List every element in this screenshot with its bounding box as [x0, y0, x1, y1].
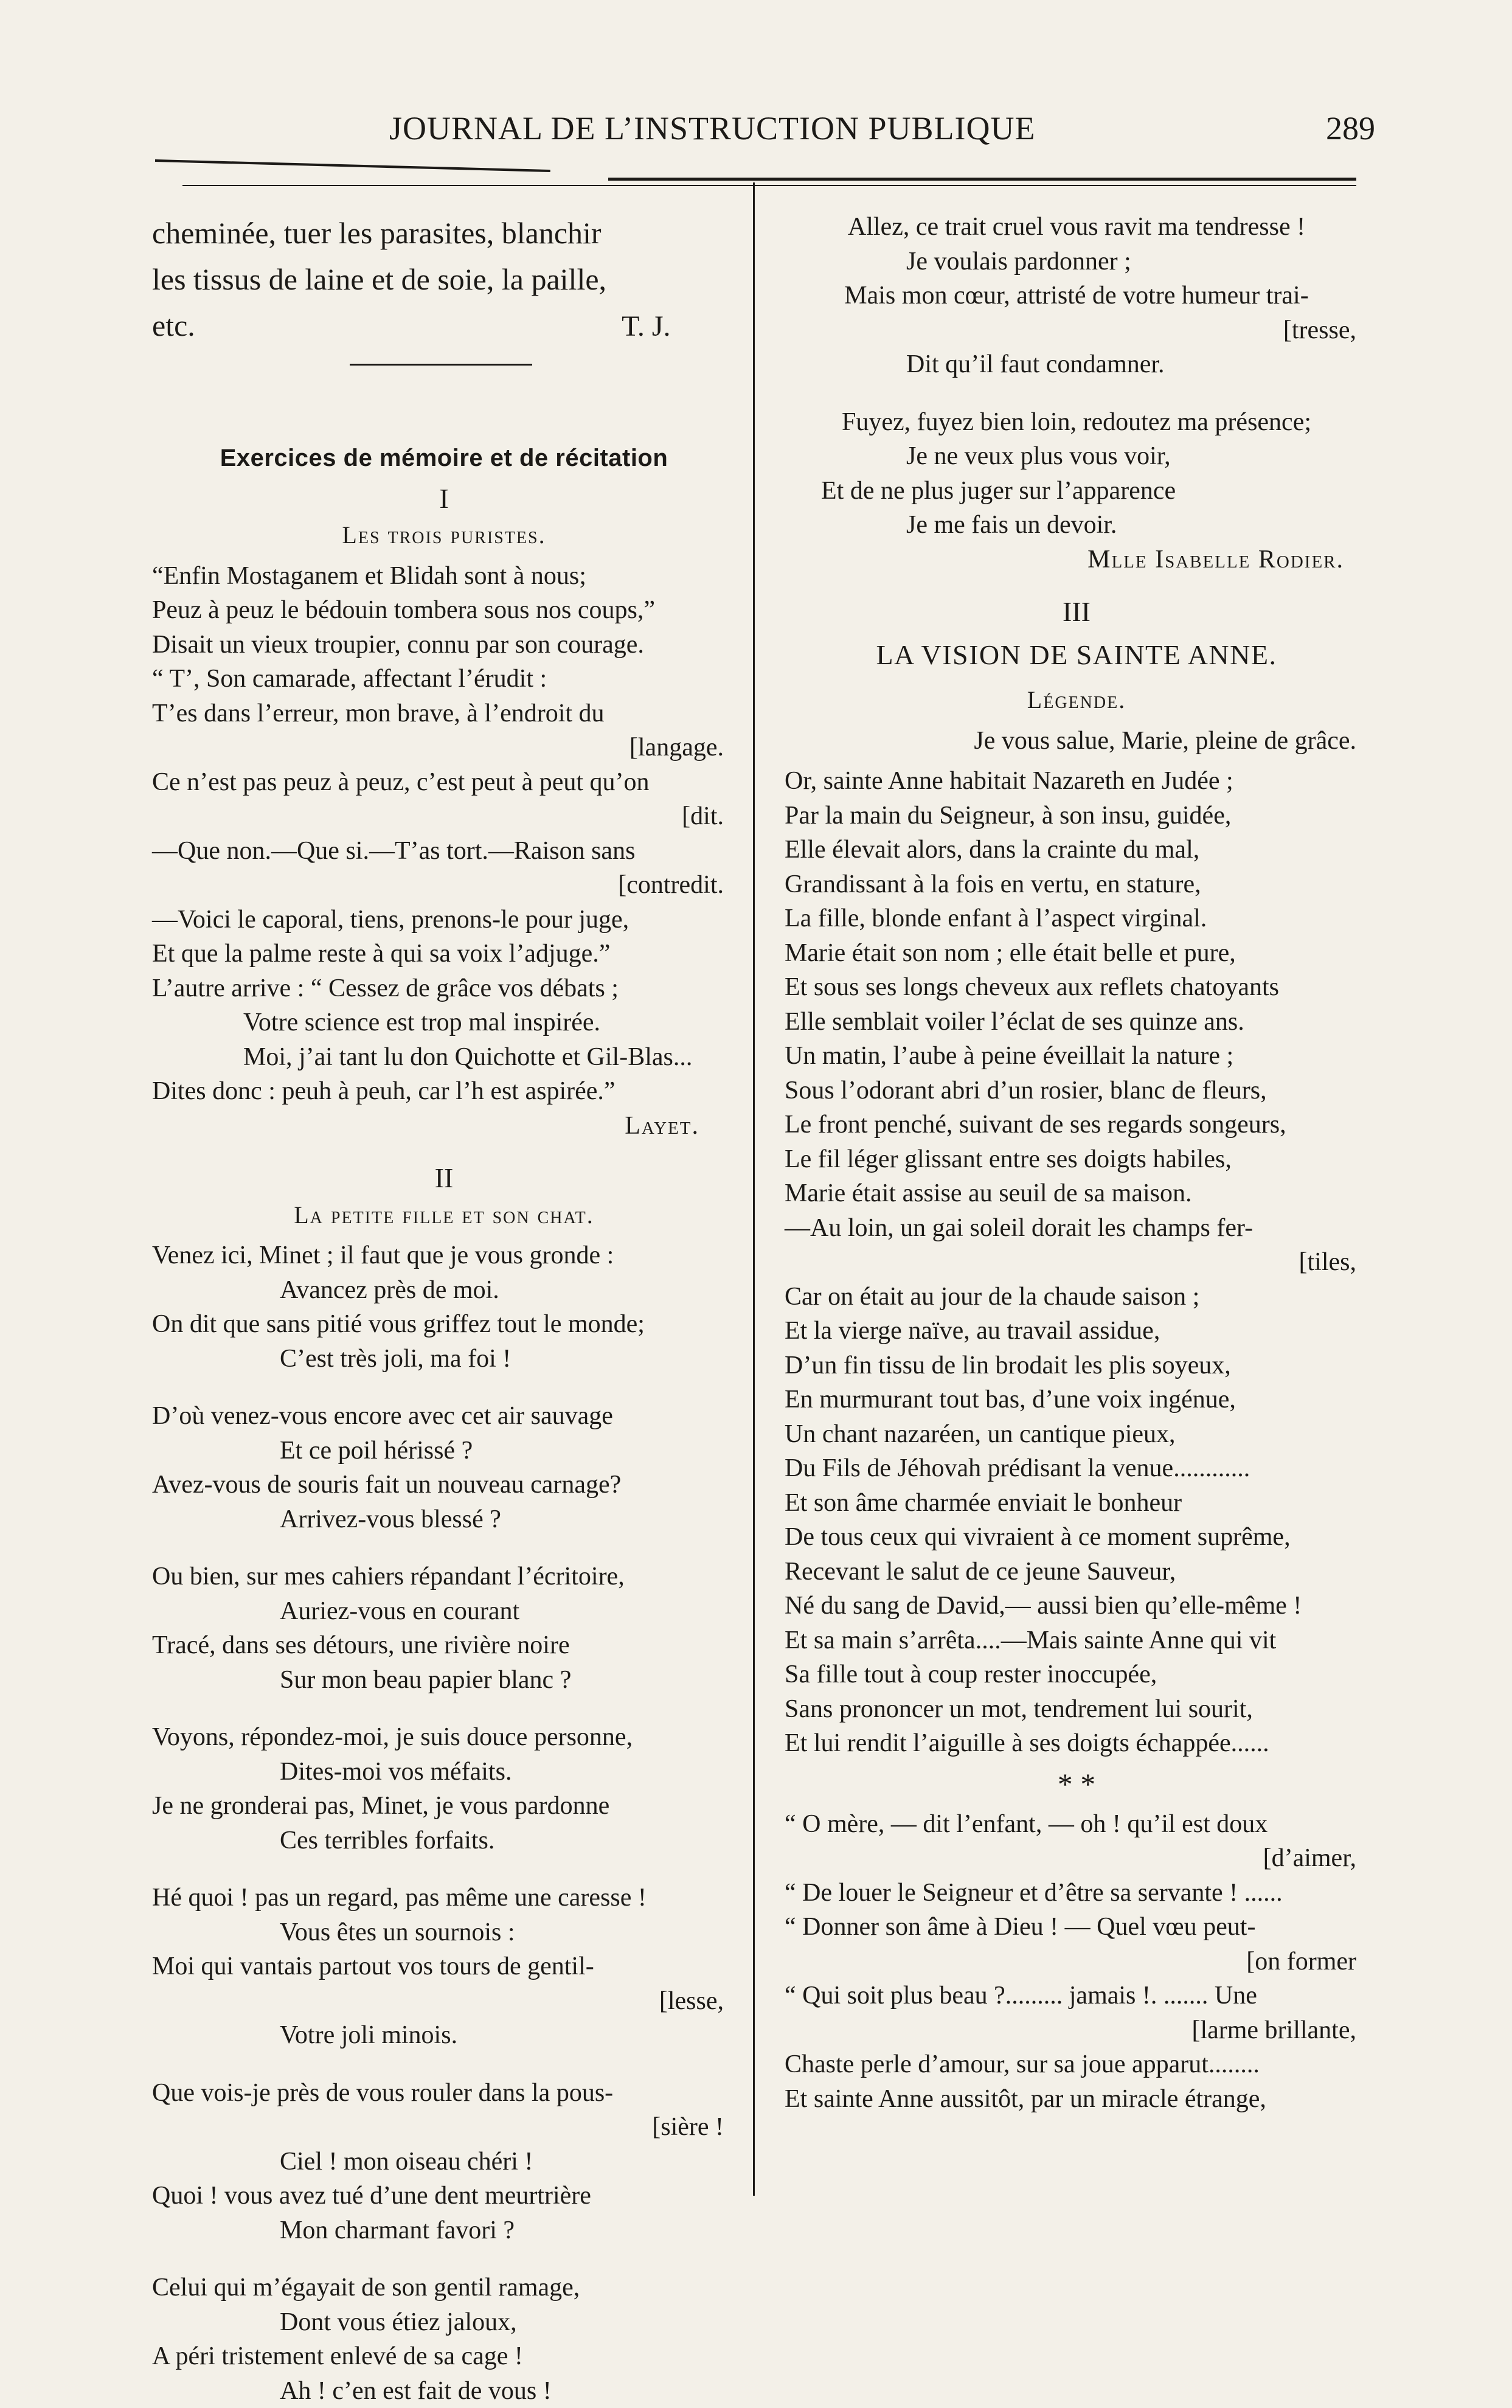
verse-line: Votre joli minois. — [152, 2018, 736, 2053]
verse-line: Avancez près de moi. — [152, 1273, 736, 1308]
verse-line: Sans prononcer un mot, tendrement lui sourit, — [785, 1692, 1368, 1727]
poem-1 — [152, 482, 736, 1143]
verse-line: Un matin, l’aube à peine éveillait la nature ; — [785, 1039, 1368, 1074]
verse-line: Ce n’est pas peuz à peuz, c’est peut à peut qu’on — [152, 765, 736, 800]
verse-line: [lesse, — [152, 1984, 736, 2019]
verse-line: On dit que sans pitié vous griffez tout le monde; — [152, 1307, 736, 1342]
verse-line: Sa fille tout à coup rester inoccupée, — [785, 1657, 1368, 1692]
verse-line: C’est très joli, ma foi ! — [152, 1342, 736, 1376]
verse-line: Recevant le salut de ce jeune Sauveur, — [785, 1555, 1368, 1589]
verse-line: Avez-vous de souris fait un nouveau carnage? — [152, 1468, 736, 1502]
verse-line: Dites-moi vos méfaits. — [152, 1755, 736, 1789]
poem-title: LA VISION DE SAINTE ANNE. — [785, 638, 1368, 673]
verse-line: Hé quoi ! pas un regard, pas même une caresse ! — [152, 1881, 736, 1915]
poem-number: III — [785, 595, 1368, 630]
verse-line: Et lui rendit l’aiguille à ses doigts échappée...... — [785, 1726, 1368, 1761]
page-number: 289 — [1326, 109, 1375, 147]
right-column — [785, 210, 1368, 2116]
verse-line: De tous ceux qui vivraient à ce moment suprême, — [785, 1520, 1368, 1555]
verse-line: Marie était assise au seuil de sa maison. — [785, 1176, 1368, 1211]
verse-line: Le front penché, suivant de ses regards songeurs, — [785, 1108, 1368, 1142]
text-line: etc. — [152, 302, 335, 349]
verse-line: D’un fin tissu de lin brodait les plis soyeux, — [785, 1348, 1368, 1383]
verse-line: Car on était au jour de la chaude saison ; — [785, 1280, 1368, 1314]
verse-line: Disait un vieux troupier, connu par son courage. — [152, 628, 736, 662]
verse-line: Dit qu’il faut condamner. — [785, 347, 1368, 382]
verse-line: Allez, ce trait cruel vous ravit ma tendresse ! — [785, 210, 1368, 245]
verse-line: Et la vierge naïve, au travail assidue, — [785, 1314, 1368, 1348]
section-separator — [350, 364, 532, 366]
verse-line: Ces terribles forfaits. — [152, 1823, 736, 1858]
section-asterism: * * — [785, 1766, 1368, 1802]
verse-line: L’autre arrive : “ Cessez de grâce vos débats ; — [152, 971, 736, 1006]
verse-line: Vous êtes un sournois : — [152, 1915, 736, 1950]
verse-line: Auriez-vous en courant — [152, 1594, 736, 1629]
poem-number: II — [152, 1161, 736, 1196]
verse-line: [dit. — [152, 799, 736, 834]
verse-line: Quoi ! vous avez tué d’une dent meurtrière — [152, 2179, 736, 2213]
poem-2-continued — [785, 210, 1368, 577]
verse-line: “ O mère, — dit l’enfant, — oh ! qu’il est doux — [785, 1807, 1368, 1842]
verse-line: D’où venez-vous encore avec cet air sauvage — [152, 1399, 736, 1434]
verse-line: Fuyez, fuyez bien loin, redoutez ma présence; — [785, 405, 1368, 440]
journal-title: JOURNAL DE L’INSTRUCTION PUBLIQUE — [389, 109, 1035, 147]
verse-line: Ciel ! mon oiseau chéri ! — [152, 2145, 736, 2179]
verse-line: [tresse, — [785, 313, 1368, 348]
intro-paragraph — [152, 210, 736, 350]
verse-line: Et de ne plus juger sur l’apparence — [785, 474, 1368, 508]
verse-line: Moi, j’ai tant lu don Quichotte et Gil-Blas... — [152, 1040, 736, 1075]
verse-line: Venez ici, Minet ; il faut que je vous gronde : — [152, 1238, 736, 1273]
verse-line: Peuz à peuz le bédouin tombera sous nos coups,” — [152, 593, 736, 628]
verse-line: [on former — [785, 1945, 1368, 1979]
text-line: cheminée, tuer les parasites, blanchir — [152, 210, 736, 256]
verse-line: [contredit. — [152, 868, 736, 903]
verse-line: Un chant nazaréen, un cantique pieux, — [785, 1417, 1368, 1452]
verse-line: Et ce poil hérissé ? — [152, 1434, 736, 1468]
verse-line: Ou bien, sur mes cahiers répandant l’écritoire, — [152, 1560, 736, 1594]
verse-line: Chaste perle d’amour, sur sa joue apparut........ — [785, 2047, 1368, 2082]
verse-line: Et sainte Anne aussitôt, par un miracle étrange, — [785, 2082, 1368, 2117]
verse-line: “ Donner son âme à Dieu ! — Quel vœu peut- — [785, 1910, 1368, 1945]
verse-line: [tiles, — [785, 1245, 1368, 1280]
verse-line: Elle élevait alors, dans la crainte du mal, — [785, 833, 1368, 867]
verse-line: Que vois-je près de vous rouler dans la pous- — [152, 2076, 736, 2111]
verse-line: Tracé, dans ses détours, une rivière noire — [152, 1628, 736, 1663]
verse-line: Or, sainte Anne habitait Nazareth en Judée ; — [785, 764, 1368, 799]
verse-line: “Enfin Mostaganem et Blidah sont à nous; — [152, 559, 736, 594]
verse-line: A péri tristement enlevé de sa cage ! — [152, 2339, 736, 2374]
verse-line: Né du sang de David,— aussi bien qu’elle-même ! — [785, 1589, 1368, 1623]
verse-line: Ah ! c’en est fait de vous ! — [152, 2374, 736, 2408]
verse-line: Et que la palme reste à qui sa voix l’adjuge.” — [152, 937, 736, 971]
poem-epigraph: Je vous salue, Marie, pleine de grâce. — [785, 724, 1368, 758]
verse-line: Moi qui vantais partout vos tours de gentil- — [152, 1949, 736, 1984]
verse-line: La fille, blonde enfant à l’aspect virginal. — [785, 901, 1368, 936]
verse-line: Sur mon beau papier blanc ? — [152, 1663, 736, 1698]
verse-line: [langage. — [152, 730, 736, 765]
header-swash-rule — [155, 159, 550, 172]
verse-line: Du Fils de Jéhovah prédisant la venue............ — [785, 1451, 1368, 1486]
verse-line: [d’aimer, — [785, 1841, 1368, 1876]
poem-author: Mlle Isabelle Rodier. — [785, 543, 1368, 577]
verse-line: T’es dans l’erreur, mon brave, à l’endroit du — [152, 696, 736, 731]
verse-line: En murmurant tout bas, d’une voix ingénue, — [785, 1383, 1368, 1417]
poem-title: Les trois puristes. — [152, 518, 736, 553]
verse-line: Voyons, répondez-moi, je suis douce personne, — [152, 1720, 736, 1755]
poem-subtitle: Légende. — [785, 683, 1368, 718]
verse-line: Mais mon cœur, attristé de votre humeur trai- — [785, 279, 1368, 313]
poem-2 — [152, 1161, 736, 2408]
verse-line: [sière ! — [152, 2110, 736, 2145]
verse-line: Marie était son nom ; elle était belle et pure, — [785, 936, 1368, 971]
verse-line: Et sous ses longs cheveux aux reflets chatoyants — [785, 970, 1368, 1005]
verse-line: Elle semblait voiler l’éclat de ses quinze ans. — [785, 1005, 1368, 1039]
column-divider — [753, 182, 755, 2196]
verse-line: Sous l’odorant abri d’un rosier, blanc de fleurs, — [785, 1074, 1368, 1108]
verse-line: Grandissant à la fois en vertu, en stature, — [785, 867, 1368, 902]
verse-line: “ De louer le Seigneur et d’être sa servante ! ...... — [785, 1876, 1368, 1910]
verse-line: [larme brillante, — [785, 2013, 1368, 2048]
text-line: les tissus de laine et de soie, la paille, — [152, 256, 736, 302]
verse-line: Je ne gronderai pas, Minet, je vous pardonne — [152, 1789, 736, 1823]
verse-line: Par la main du Seigneur, à son insu, guidée, — [785, 799, 1368, 833]
verse-line: “ T’, Son camarade, affectant l’érudit : — [152, 662, 736, 696]
poem-number: I — [152, 482, 736, 516]
header-thick-rule — [608, 178, 1356, 181]
verse-line: —Au loin, un gai soleil dorait les champs fer- — [785, 1211, 1368, 1246]
verse-line: Dont vous étiez jaloux, — [152, 2305, 736, 2340]
left-column — [152, 210, 736, 2408]
verse-line: Celui qui m’égayait de son gentil ramage, — [152, 2271, 736, 2305]
verse-line: —Voici le caporal, tiens, prenons-le pour juge, — [152, 903, 736, 937]
verse-line: Mon charmant favori ? — [152, 2213, 736, 2248]
poem-3 — [785, 595, 1368, 2116]
verse-line: Je ne veux plus vous voir, — [785, 439, 1368, 474]
verse-line: Le fil léger glissant entre ses doigts habiles, — [785, 1142, 1368, 1177]
verse-line: Arrivez-vous blessé ? — [152, 1502, 736, 1537]
page-header — [0, 109, 1512, 158]
poem-author: Layet. — [152, 1109, 736, 1143]
verse-line: Dites donc : peuh à peuh, car l’h est aspirée.” — [152, 1074, 736, 1109]
verse-line: Et sa main s’arrêta....—Mais sainte Anne qui vit — [785, 1623, 1368, 1658]
verse-line: Je me fais un devoir. — [785, 508, 1368, 543]
poem-title: La petite fille et son chat. — [152, 1198, 736, 1233]
section-heading: Exercices de mémoire et de récitation — [152, 441, 736, 476]
verse-line: Votre science est trop mal inspirée. — [152, 1005, 736, 1040]
intro-signature: T. J. — [342, 304, 735, 350]
header-thin-rule — [182, 185, 1356, 186]
verse-line: Je voulais pardonner ; — [785, 245, 1368, 279]
verse-line: —Que non.—Que si.—T’as tort.—Raison sans — [152, 834, 736, 869]
verse-line: “ Qui soit plus beau ?......... jamais !. ....... Une — [785, 1979, 1368, 2013]
verse-line: Et son âme charmée enviait le bonheur — [785, 1486, 1368, 1521]
